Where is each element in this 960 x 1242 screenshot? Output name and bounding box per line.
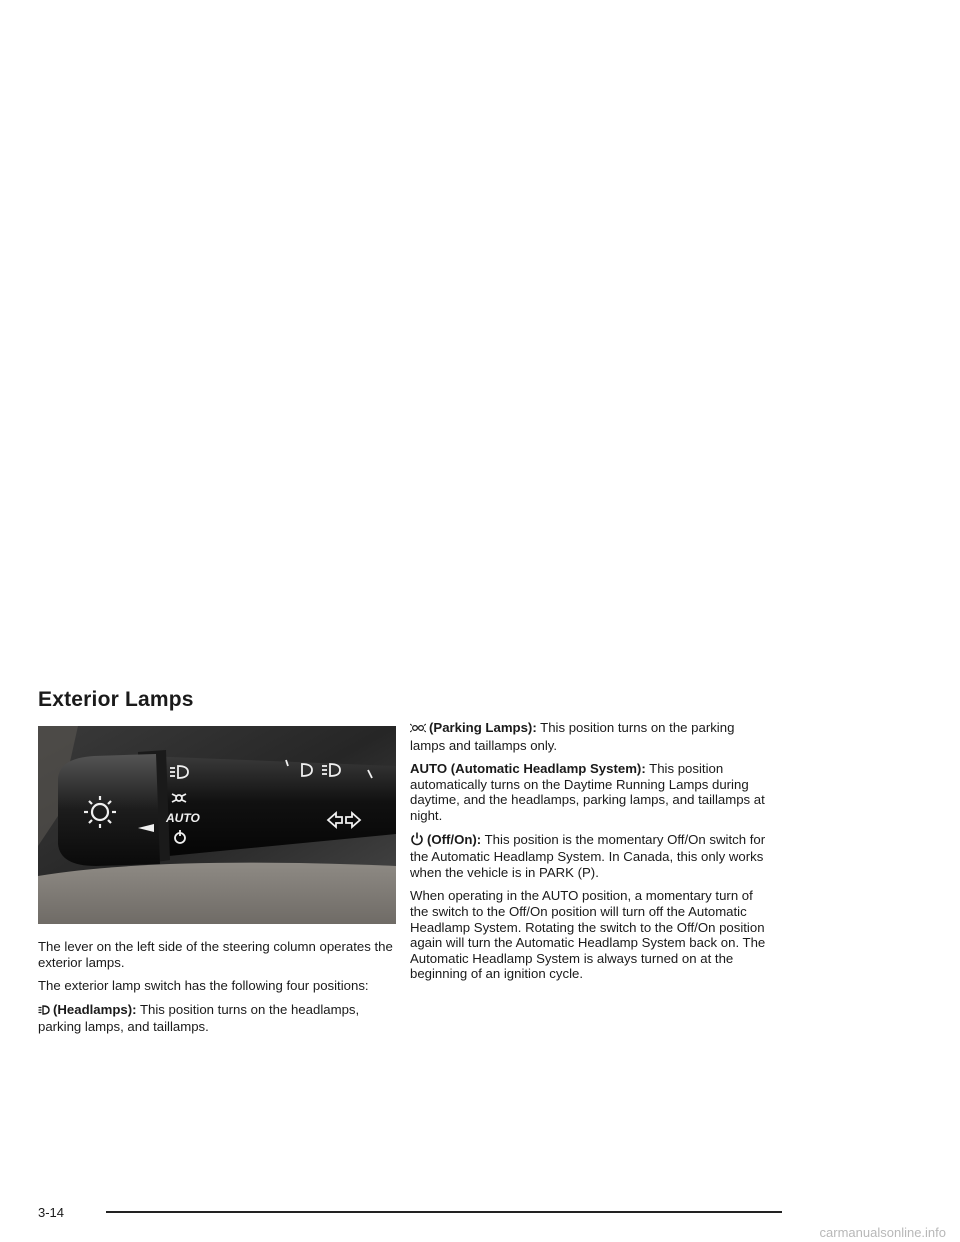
footer-rule xyxy=(106,1211,782,1213)
headlamps-paragraph xyxy=(38,1002,400,1035)
auto-text: This position automatically turns on the Daytime Running Lamps during daytime, and the headlamps, parking lamps, and taillamps at night. xyxy=(410,761,765,823)
right-column-text xyxy=(410,720,766,990)
operating-paragraph: When operating in the AUTO position, a momentary turn of the switch to the Off/On position will turn off the Automatic Headlamp System. Rotating the switch to the Off/On position again will turn the Automatic Headlamp System back on. The Automatic Headlamp System is always turned on at the beginning of an ignition cycle. xyxy=(410,888,766,982)
lamp-switch-photo xyxy=(38,726,396,924)
auto-heading-label: AUTO (Automatic Headlamp System): xyxy=(410,761,646,777)
headlamp-icon xyxy=(38,1004,50,1020)
positions-intro: The exterior lamp switch has the following four positions: xyxy=(38,978,369,994)
offon-text: This position is the momentary Off/On switch for the Automatic Headlamp System. In Canada, this only works when the vehicle is in PARK (P). xyxy=(410,831,766,880)
parking-paragraph xyxy=(410,720,766,753)
parking-lamp-icon xyxy=(410,722,426,738)
left-column-text xyxy=(38,939,400,1043)
offon-label: (Off/On): xyxy=(427,831,482,847)
parking-label: (Parking Lamps): xyxy=(429,720,537,735)
page-heading: Exterior Lamps xyxy=(38,688,194,711)
auto-paragraph xyxy=(410,761,766,823)
page-number: 3-14 xyxy=(38,1205,65,1220)
power-icon xyxy=(410,832,424,850)
auto-label: AUTO xyxy=(166,811,200,825)
offon-paragraph xyxy=(410,832,766,881)
watermark: carmanualsonline.info xyxy=(819,1225,946,1240)
headlamps-label: (Headlamps): xyxy=(53,1001,137,1017)
lever-description: The lever on the left side of the steering column operates the exterior lamps. xyxy=(38,939,393,970)
parking-text: This position turns on the parking lamps and taillamps only. xyxy=(410,720,735,753)
headlamps-text: This position turns on the headlamps, parking lamps, and taillamps. xyxy=(38,1001,360,1035)
